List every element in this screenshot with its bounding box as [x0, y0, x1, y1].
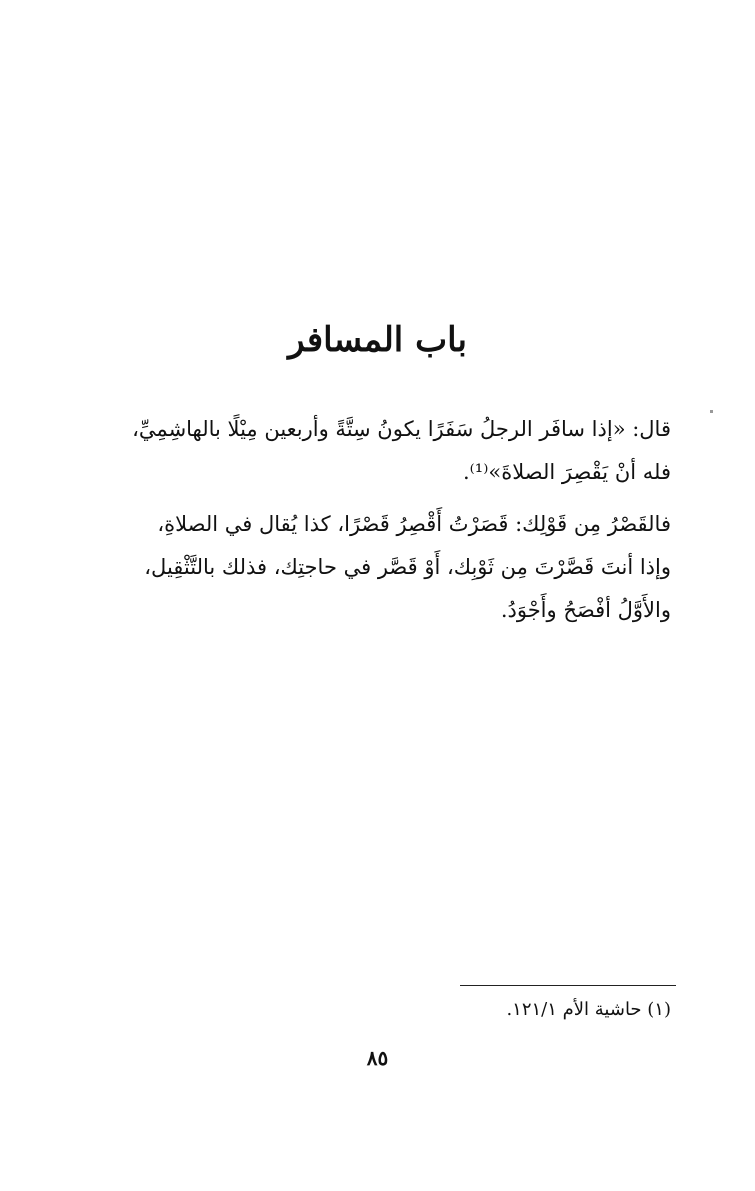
scan-speck	[710, 410, 713, 413]
paragraph-2-line-1: فالقَصْرُ مِن قَوْلِك: قَصَرْتُ أَقْصِرُ قَصْرًا، كذا يُقال في الصلاةِ،	[157, 512, 671, 536]
paragraph-1	[92, 408, 671, 494]
paragraph-1-line-2: فله أنْ يَقْصِرَ الصلاةَ»⁽¹⁾.	[462, 460, 671, 484]
footnote-separator	[460, 985, 676, 986]
page-number: ٨٥	[366, 1046, 389, 1070]
chapter-heading: باب المسافر	[288, 320, 467, 360]
paragraph-2-line-3: والأَوَّلُ أفْصَحُ وأَجْوَدُ.	[500, 598, 671, 622]
footnote: (١) حاشية الأم ١٢١/١.	[506, 999, 671, 1020]
paragraph-2-line-2: وإذا أنتَ قَصَّرْتَ مِن ثَوْبِك، أَوْ قَصَّر في حاجتِك، فذلك بالتَّثْقِيل،	[144, 555, 671, 579]
paragraph-2	[92, 503, 671, 632]
paragraph-1-line-1: قال: «إذا سافَر الرجلُ سَفَرًا يكونُ سِتَّةً وأربعين مِيْلًا بالهاشِمِيِّ،	[132, 417, 671, 441]
